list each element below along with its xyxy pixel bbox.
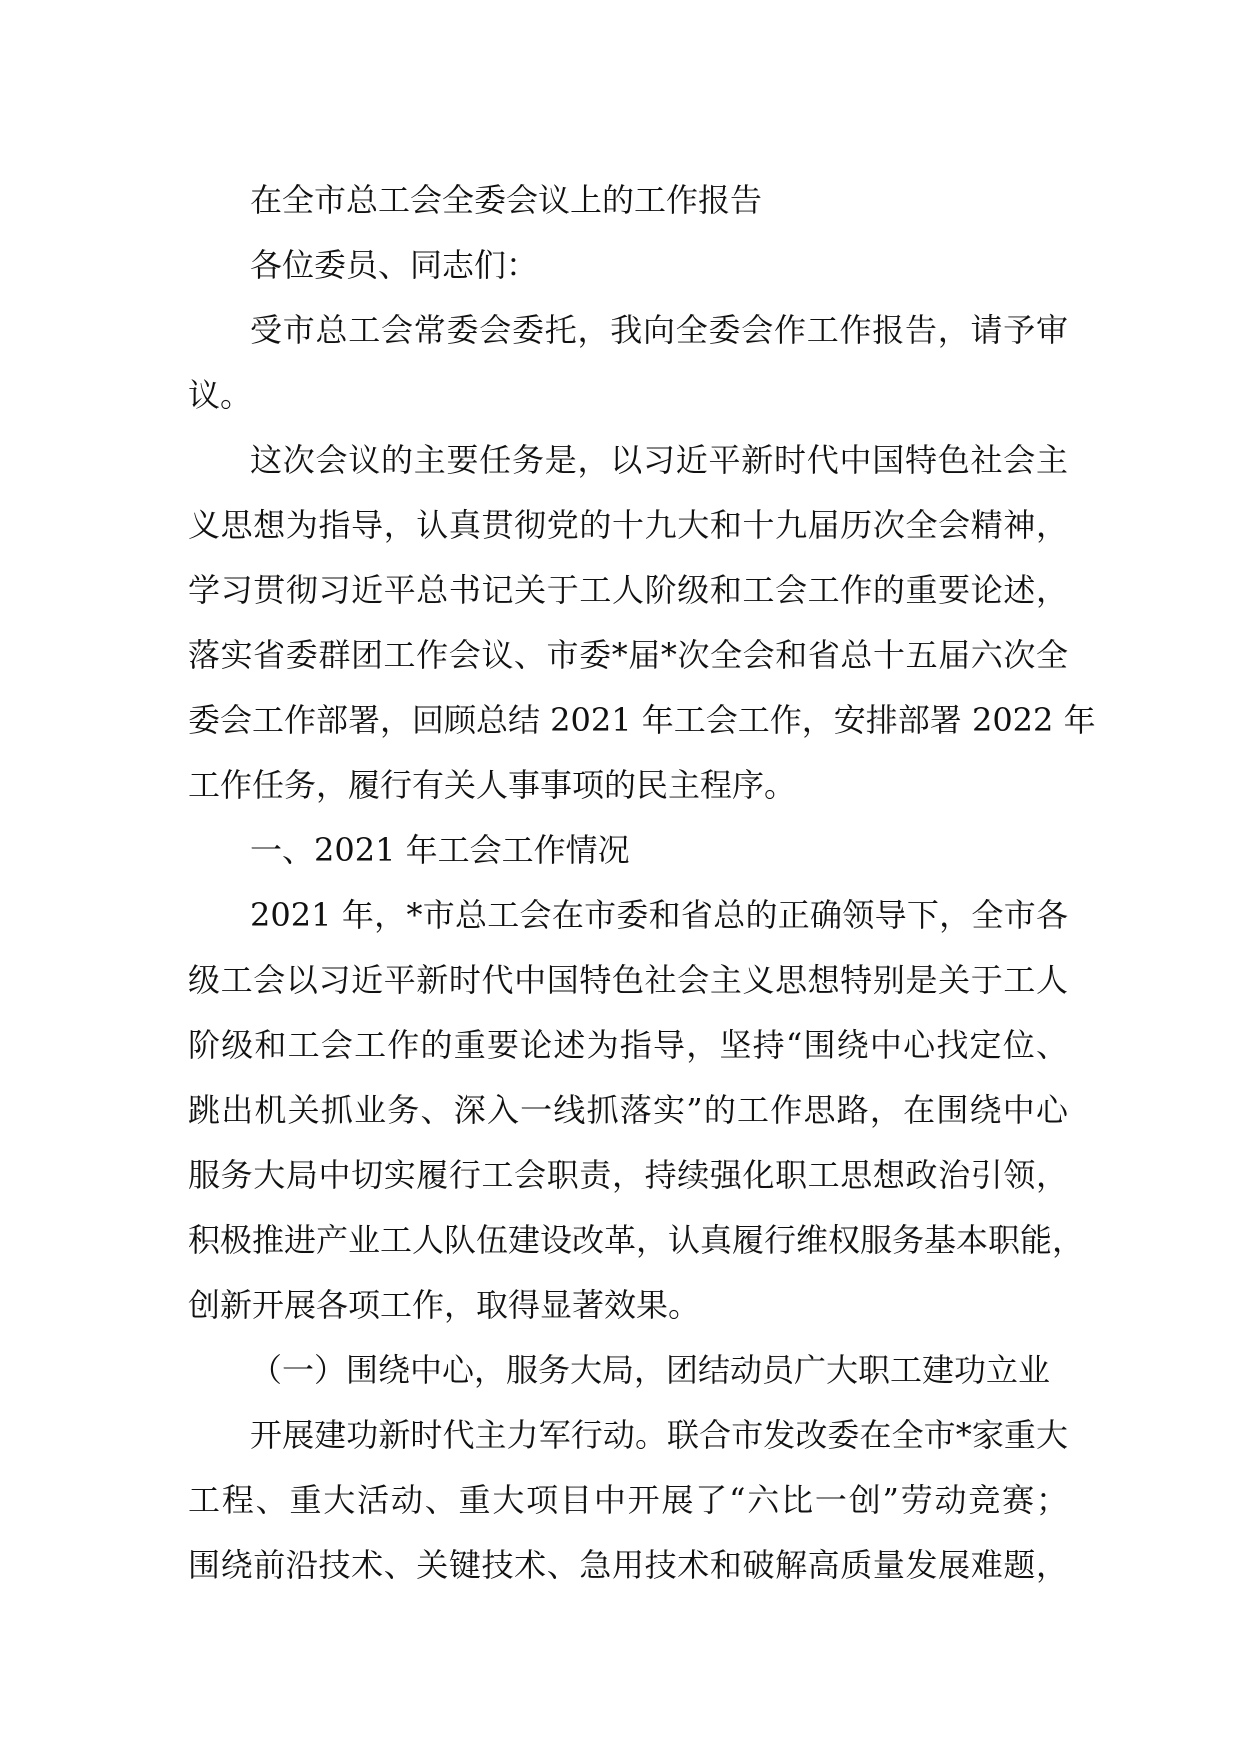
section-heading: 一、2021 年工会工作情况 xyxy=(250,831,630,869)
paragraph-line: 阶级和工会工作的重要论述为指导，坚持“围绕中心找定位、 xyxy=(188,1026,1068,1064)
paragraph-line: 工作任务，履行有关人事事项的民主程序。 xyxy=(188,766,797,804)
paragraph-line: 受市总工会常委会委托，我向全委会作工作报告，请予审 xyxy=(250,311,1068,349)
subsection-heading: （一）围绕中心，服务大局，团结动员广大职工建功立业 xyxy=(250,1351,1051,1389)
paragraph-line: 学习贯彻习近平总书记关于工人阶级和工会工作的重要论述， xyxy=(188,571,1068,609)
paragraph-line: 创新开展各项工作，取得显著效果。 xyxy=(188,1286,701,1324)
paragraph-line: 跳出机关抓业务、深入一线抓落实”的工作思路，在围绕中心 xyxy=(188,1091,1068,1129)
paragraph-line: 委会工作部署，回顾总结 2021 年工会工作，安排部署 2022 年 xyxy=(188,701,1096,739)
paragraph-line: 级工会以习近平新时代中国特色社会主义思想特别是关于工人 xyxy=(188,961,1068,999)
paragraph-line: 围绕前沿技术、关键技术、急用技术和破解高质量发展难题， xyxy=(188,1546,1068,1584)
paragraph-line: 义思想为指导，认真贯彻党的十九大和十九届历次全会精神， xyxy=(188,506,1068,544)
greeting: 各位委员、同志们： xyxy=(250,246,539,284)
paragraph-line: 积极推进产业工人队伍建设改革，认真履行维权服务基本职能， xyxy=(188,1221,1085,1259)
paragraph-line: 2021 年，*市总工会在市委和省总的正确领导下，全市各 xyxy=(250,896,1068,934)
document-body xyxy=(188,168,1096,1598)
paragraph-line: 议。 xyxy=(188,376,253,414)
document-title: 在全市总工会全委会议上的工作报告 xyxy=(250,181,763,219)
paragraph-line: 开展建功新时代主力军行动。联合市发改委在全市*家重大 xyxy=(250,1416,1068,1454)
paragraph-line: 工程、重大活动、重大项目中开展了“六比一创”劳动竞赛； xyxy=(188,1481,1068,1519)
paragraph-line: 这次会议的主要任务是，以习近平新时代中国特色社会主 xyxy=(250,441,1068,479)
paragraph-line: 服务大局中切实履行工会职责，持续强化职工思想政治引领， xyxy=(188,1156,1068,1194)
paragraph-line: 落实省委群团工作会议、市委*届*次全会和省总十五届六次全 xyxy=(188,636,1068,674)
